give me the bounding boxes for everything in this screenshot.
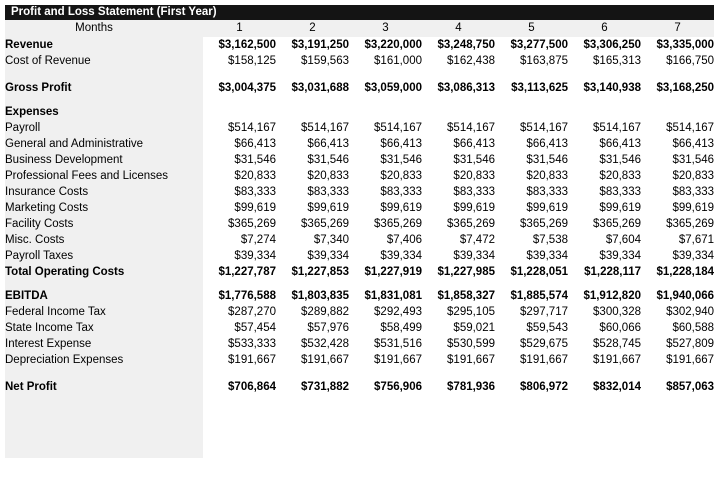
spacer-row [5,96,714,104]
cell-revenue-month-2: $3,191,250 [291,39,349,51]
cell-ebitda-month-4: $1,858,327 [437,290,495,302]
cell-interest-expense-month-7: $527,809 [666,338,714,350]
row-label-payroll: Payroll [5,122,41,134]
cell-net-profit-month-4: $781,936 [447,381,495,393]
spacer-cell [5,96,714,104]
cell-state-income-tax-month-5: $59,543 [526,322,568,334]
cell-business-development-month-3: $31,546 [380,154,422,166]
cell-expenses-month-7 [641,104,714,120]
table-row-marketing-costs [5,200,714,216]
cell-insurance-costs-month-2: $83,333 [307,186,349,198]
cell-marketing-costs-month-6: $99,619 [599,202,641,214]
cell-facility-costs-month-7: $365,269 [666,218,714,230]
cell-insurance-costs-month-7: $83,333 [672,186,714,198]
cell-state-income-tax-month-1: $57,454 [234,322,276,334]
cell-revenue-month-7: $3,335,000 [656,39,714,51]
table-row-payroll [5,120,714,136]
cell-general-and-administrative-month-7: $66,413 [672,138,714,150]
cell-gross-profit-month-6: $3,140,938 [583,82,641,94]
cell-interest-expense-month-6: $528,745 [593,338,641,350]
row-label-misc-costs: Misc. Costs [5,234,65,246]
cell-insurance-costs-month-5: $83,333 [526,186,568,198]
cell-general-and-administrative-month-2: $66,413 [307,138,349,150]
row-label-facility-costs: Facility Costs [5,218,74,230]
table-row-business-development [5,152,714,168]
cell-payroll-month-4: $514,167 [447,122,495,134]
cell-federal-income-tax-month-3: $292,493 [374,306,422,318]
spacer-cell [5,69,714,80]
cell-misc-costs-month-6: $7,604 [605,234,641,246]
cell-federal-income-tax-month-1: $287,270 [228,306,276,318]
spacer-row [5,280,714,288]
cell-professional-fees-and-licenses-month-1: $20,833 [234,170,276,182]
cell-revenue-month-6: $3,306,250 [583,39,641,51]
cell-net-profit-month-1: $706,864 [228,381,276,393]
row-label-depreciation-expenses: Depreciation Expenses [5,354,124,366]
cell-gross-profit-month-4: $3,086,313 [437,82,495,94]
cell-business-development-month-5: $31,546 [526,154,568,166]
cell-total-operating-costs-month-4: $1,227,985 [437,266,495,278]
cell-misc-costs-month-5: $7,538 [532,234,568,246]
column-header-month-5: 5 [495,20,568,37]
cell-marketing-costs-month-3: $99,619 [380,202,422,214]
cell-revenue-month-5: $3,277,500 [510,39,568,51]
cell-state-income-tax-month-3: $58,499 [380,322,422,334]
cell-ebitda-month-6: $1,912,820 [583,290,641,302]
cell-payroll-month-1: $514,167 [228,122,276,134]
cell-cost-of-revenue-month-1: $158,125 [228,55,276,67]
table-header-row [5,20,714,37]
row-label-general-and-administrative: General and Administrative [5,138,144,150]
cell-interest-expense-month-3: $531,516 [374,338,422,350]
table-row-insurance-costs [5,184,714,200]
column-header-month-3: 3 [349,20,422,37]
cell-total-operating-costs-month-1: $1,227,787 [218,266,276,278]
cell-professional-fees-and-licenses-month-4: $20,833 [453,170,495,182]
cell-state-income-tax-month-6: $60,066 [599,322,641,334]
cell-marketing-costs-month-1: $99,619 [234,202,276,214]
cell-expenses-month-6 [568,104,641,120]
cell-insurance-costs-month-6: $83,333 [599,186,641,198]
cell-misc-costs-month-7: $7,671 [678,234,714,246]
table-row-state-income-tax [5,320,714,336]
cell-general-and-administrative-month-1: $66,413 [234,138,276,150]
column-header-month-6: 6 [568,20,641,37]
cell-general-and-administrative-month-4: $66,413 [453,138,495,150]
cell-misc-costs-month-4: $7,472 [459,234,495,246]
cell-gross-profit-month-7: $3,168,250 [656,82,714,94]
table-row-total-operating-costs [5,264,714,280]
cell-general-and-administrative-month-6: $66,413 [599,138,641,150]
cell-net-profit-month-3: $756,906 [374,381,422,393]
cell-interest-expense-month-1: $533,333 [228,338,276,350]
cell-facility-costs-month-3: $365,269 [374,218,422,230]
cell-ebitda-month-5: $1,885,574 [510,290,568,302]
row-label-revenue: Revenue [5,39,53,51]
column-header-month-1: 1 [203,20,276,37]
spacer-row [5,368,714,379]
table-row-gross-profit [5,80,714,96]
table-row-general-and-administrative [5,136,714,152]
cell-marketing-costs-month-2: $99,619 [307,202,349,214]
profit-and-loss-table [5,5,714,395]
cell-payroll-month-6: $514,167 [593,122,641,134]
table-row-net-profit [5,379,714,395]
cell-total-operating-costs-month-5: $1,228,051 [510,266,568,278]
cell-interest-expense-month-4: $530,599 [447,338,495,350]
column-header-month-4: 4 [422,20,495,37]
cell-payroll-taxes-month-5: $39,334 [526,250,568,262]
row-label-business-development: Business Development [5,154,123,166]
cell-facility-costs-month-1: $365,269 [228,218,276,230]
row-label-interest-expense: Interest Expense [5,338,92,350]
column-header-month-2: 2 [276,20,349,37]
cell-payroll-taxes-month-7: $39,334 [672,250,714,262]
row-label-net-profit: Net Profit [5,381,57,393]
row-label-marketing-costs: Marketing Costs [5,202,89,214]
cell-total-operating-costs-month-3: $1,227,919 [364,266,422,278]
cell-federal-income-tax-month-6: $300,328 [593,306,641,318]
cell-professional-fees-and-licenses-month-5: $20,833 [526,170,568,182]
cell-total-operating-costs-month-7: $1,228,184 [656,266,714,278]
cell-revenue-month-4: $3,248,750 [437,39,495,51]
cell-federal-income-tax-month-7: $302,940 [666,306,714,318]
cell-gross-profit-month-1: $3,004,375 [218,82,276,94]
cell-marketing-costs-month-4: $99,619 [453,202,495,214]
row-label-state-income-tax: State Income Tax [5,322,94,334]
cell-depreciation-expenses-month-1: $191,667 [228,354,276,366]
table-row-misc-costs [5,232,714,248]
table-row-professional-fees-and-licenses [5,168,714,184]
cell-insurance-costs-month-1: $83,333 [234,186,276,198]
row-label-total-operating-costs: Total Operating Costs [5,266,125,278]
cell-facility-costs-month-2: $365,269 [301,218,349,230]
cell-marketing-costs-month-7: $99,619 [672,202,714,214]
spacer-cell [5,280,714,288]
spacer-row [5,69,714,80]
cell-revenue-month-3: $3,220,000 [364,39,422,51]
cell-payroll-month-7: $514,167 [666,122,714,134]
cell-expenses-month-1 [203,104,276,120]
cell-business-development-month-2: $31,546 [307,154,349,166]
table-body [5,5,714,395]
table-row-expenses [5,104,714,120]
cell-interest-expense-month-2: $532,428 [301,338,349,350]
cell-state-income-tax-month-7: $60,588 [672,322,714,334]
cell-state-income-tax-month-2: $57,976 [307,322,349,334]
cell-payroll-month-2: $514,167 [301,122,349,134]
cell-total-operating-costs-month-2: $1,227,853 [291,266,349,278]
cell-federal-income-tax-month-2: $289,882 [301,306,349,318]
table-row-revenue [5,37,714,53]
table-row-federal-income-tax [5,304,714,320]
cell-cost-of-revenue-month-5: $163,875 [520,55,568,67]
cell-misc-costs-month-1: $7,274 [240,234,276,246]
cell-payroll-month-5: $514,167 [520,122,568,134]
cell-depreciation-expenses-month-3: $191,667 [374,354,422,366]
cell-net-profit-month-2: $731,882 [301,381,349,393]
column-header-month-7: 7 [641,20,714,37]
row-label-professional-fees-and-licenses: Professional Fees and Licenses [5,170,169,182]
table-row-facility-costs [5,216,714,232]
cell-business-development-month-1: $31,546 [234,154,276,166]
cell-facility-costs-month-5: $365,269 [520,218,568,230]
row-label-insurance-costs: Insurance Costs [5,186,89,198]
cell-general-and-administrative-month-5: $66,413 [526,138,568,150]
months-header-label: Months [5,20,203,37]
cell-insurance-costs-month-3: $83,333 [380,186,422,198]
cell-depreciation-expenses-month-5: $191,667 [520,354,568,366]
cell-professional-fees-and-licenses-month-6: $20,833 [599,170,641,182]
cell-cost-of-revenue-month-6: $165,313 [593,55,641,67]
cell-gross-profit-month-5: $3,113,625 [511,82,568,94]
table-row-interest-expense [5,336,714,352]
cell-ebitda-month-3: $1,831,081 [364,290,422,302]
cell-state-income-tax-month-4: $59,021 [453,322,495,334]
row-label-expenses: Expenses [5,106,59,118]
cell-expenses-month-4 [422,104,495,120]
cell-cost-of-revenue-month-4: $162,438 [447,55,495,67]
cell-depreciation-expenses-month-6: $191,667 [593,354,641,366]
cell-depreciation-expenses-month-2: $191,667 [301,354,349,366]
cell-net-profit-month-6: $832,014 [593,381,641,393]
cell-payroll-taxes-month-6: $39,334 [599,250,641,262]
cell-ebitda-month-1: $1,776,588 [218,290,276,302]
cell-cost-of-revenue-month-7: $166,750 [666,55,714,67]
cell-depreciation-expenses-month-4: $191,667 [447,354,495,366]
cell-ebitda-month-7: $1,940,066 [656,290,714,302]
cell-revenue-month-1: $3,162,500 [218,39,276,51]
cell-facility-costs-month-6: $365,269 [593,218,641,230]
cell-misc-costs-month-2: $7,340 [313,234,349,246]
cell-payroll-taxes-month-1: $39,334 [234,250,276,262]
cell-business-development-month-4: $31,546 [453,154,495,166]
cell-expenses-month-2 [276,104,349,120]
cell-cost-of-revenue-month-3: $161,000 [374,55,422,67]
table-row-payroll-taxes [5,248,714,264]
row-label-gross-profit: Gross Profit [5,82,72,94]
cell-federal-income-tax-month-4: $295,105 [447,306,495,318]
cell-professional-fees-and-licenses-month-2: $20,833 [307,170,349,182]
cell-expenses-month-3 [349,104,422,120]
cell-insurance-costs-month-4: $83,333 [453,186,495,198]
cell-interest-expense-month-5: $529,675 [520,338,568,350]
cell-net-profit-month-7: $857,063 [666,381,714,393]
cell-professional-fees-and-licenses-month-7: $20,833 [672,170,714,182]
cell-marketing-costs-month-5: $99,619 [526,202,568,214]
table-row-ebitda [5,288,714,304]
cell-business-development-month-6: $31,546 [599,154,641,166]
cell-payroll-month-3: $514,167 [374,122,422,134]
cell-depreciation-expenses-month-7: $191,667 [666,354,714,366]
cell-professional-fees-and-licenses-month-3: $20,833 [380,170,422,182]
cell-cost-of-revenue-month-2: $159,563 [301,55,349,67]
cell-net-profit-month-5: $806,972 [520,381,568,393]
cell-misc-costs-month-3: $7,406 [386,234,422,246]
row-label-ebitda: EBITDA [5,290,48,302]
document-title: Profit and Loss Statement (First Year) [5,5,714,20]
cell-ebitda-month-2: $1,803,835 [291,290,349,302]
cell-federal-income-tax-month-5: $297,717 [520,306,568,318]
cell-general-and-administrative-month-3: $66,413 [380,138,422,150]
row-label-cost-of-revenue: Cost of Revenue [5,55,91,67]
spacer-cell [5,368,714,379]
row-label-payroll-taxes: Payroll Taxes [5,250,74,262]
cell-gross-profit-month-3: $3,059,000 [364,82,422,94]
cell-gross-profit-month-2: $3,031,688 [291,82,349,94]
cell-payroll-taxes-month-4: $39,334 [453,250,495,262]
cell-facility-costs-month-4: $365,269 [447,218,495,230]
table-row-cost-of-revenue [5,53,714,69]
table-row-depreciation-expenses [5,352,714,368]
cell-payroll-taxes-month-2: $39,334 [307,250,349,262]
cell-total-operating-costs-month-6: $1,228,117 [584,266,641,278]
cell-expenses-month-5 [495,104,568,120]
cell-business-development-month-7: $31,546 [672,154,714,166]
cell-payroll-taxes-month-3: $39,334 [380,250,422,262]
row-label-federal-income-tax: Federal Income Tax [5,306,106,318]
